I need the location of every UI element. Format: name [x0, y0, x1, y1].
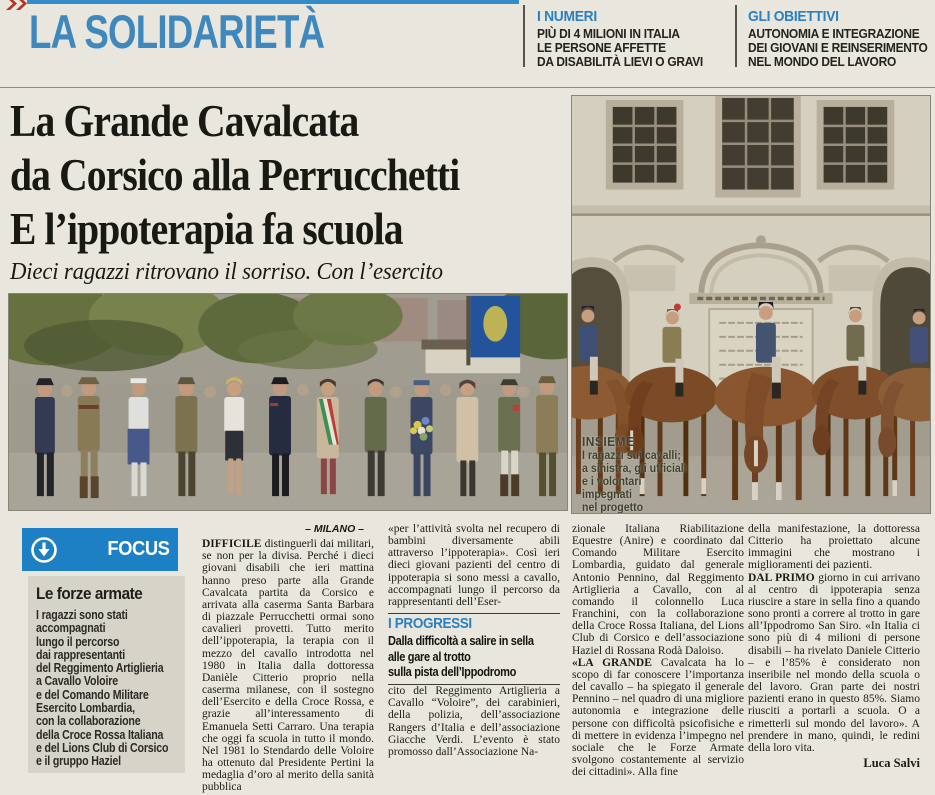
section-title: LA SOLIDARIETÀ [29, 5, 325, 58]
article-paragraph [748, 523, 920, 572]
focus-box-line: dai rappresentanti [36, 647, 126, 662]
paragraph-text: della manifestazione, la dottoressa Citterio ha proiettato alcune immagini che mostrano i miglioramenti dei pazienti. [748, 523, 920, 572]
paragraph-text: «per l’attività svolta nel recupero di bambini diversamente abili attraverso l’ippoterapia». Così ieri dieci giovani pazienti del centro di ippoterapia si sono messi a cavallo, accompagnati lungo il percorso da rappresentanti dell’Eser- [388, 523, 560, 608]
article-column-4 [748, 523, 920, 769]
photo-caption-line: I ragazzi sui cavalli; [582, 450, 681, 462]
progress-callout [388, 613, 560, 685]
byline: Luca Salvi [863, 755, 920, 770]
arrow-down-circle-icon [29, 535, 59, 565]
group-photo-illustration [9, 294, 567, 510]
photo-caption-line: nel progetto [582, 502, 644, 514]
kicker-objectives-label: GLI OBIETTIVI [748, 8, 839, 25]
paragraph-text: Cavalcata ha lo scopo di far conoscere l’importanza del cavallo – ha spiegato il generale Pennino – nel quadro di una migliore autonomia e integrazione delle persone con difficoltà psicofisiche e di mettere in evidenza l’impegno nel sociale che le Forze Armate svolgono costantemente al servizio dei cittadini». Alla fine [572, 656, 744, 779]
paragraph-text: cito del Reggimento Artiglieria a Cavallo “Voloire”, dei carabinieri, della polizia, dell’associazione Rangers d’Italia e dell’associazione Giacche Verdi. L’evento è stato promosso dall’Associazione Na- [388, 685, 560, 758]
progress-deck-line: alle gare al trotto [388, 648, 471, 664]
horses-photo [571, 95, 931, 514]
focus-box-line: a Cavallo Voloire [36, 674, 118, 689]
group-photo [8, 293, 568, 511]
kicker-objectives-line: AUTONOMIA E INTEGRAZIONE [748, 26, 920, 41]
kicker-objectives-line: NEL MONDO DEL LAVORO [748, 53, 896, 69]
article-headline [10, 94, 573, 256]
paragraph-text: zionale Italiana Riabilitazione Equestre (Anire) e coordinato dal Comando Militare Esercito Lombardia, guidato dal generale Antonio Pennino, dal Reggimento Artiglieria a Cavallo, con al comando il colonnello Luca Franchini, con la collaborazione della Croce Rossa Italiana, del Lions Club di Corsico e dell’associazione Haziel di Rossana Rodà Daloiso. [572, 523, 744, 657]
focus-box-line: e il gruppo Haziel [36, 754, 121, 769]
paragraph-text: giorno in cui arrivano al centro di ippoterapia senza riuscire a stare in sella fino a quando sono pronti a correre al trotto in gare all’Ippodromo San Siro. «In Italia ci sono più di 4 milioni di persone disabili – ha rivelato Daniele Citterio – e l’85% è considerato non inseribile nel mondo della scuola o del lavoro. Gran parte dei nostri pazienti erano in questo 85%. Siamo riusciti a portarli a scuola. O a rimetterli sul mondo del lavoro». A prendere in mano, quindi, le redini della loro vita. [748, 571, 920, 754]
kicker-objectives [748, 8, 928, 68]
progress-deck-line: sulla pista dell’Ippodromo [388, 663, 517, 679]
progress-deck [388, 633, 560, 685]
kicker-divider [735, 5, 737, 67]
focus-box-line: accompagnati [36, 621, 106, 636]
focus-label: FOCUS [106, 538, 169, 560]
article-column-3 [572, 523, 744, 778]
article-subhead: Dieci ragazzi ritrovano il sorriso. Con l’esercito [10, 259, 443, 285]
kicker-numbers [537, 8, 703, 68]
kicker-objectives-line: DEI GIOVANI E REINSERIMENTO [748, 39, 928, 55]
article-paragraph [202, 538, 374, 793]
headline-line: da Corsico alla Perrucchetti [10, 150, 460, 200]
focus-box-line: e del Lions Club di Corsico [36, 740, 169, 755]
section-corner-mark-icon [5, 0, 29, 10]
photo-caption-title: INSIEME [582, 434, 635, 449]
header-rule [0, 87, 935, 88]
headline-line: La Grande Cavalcata [10, 96, 359, 146]
focus-box-line: I ragazzi sono stati [36, 608, 128, 622]
focus-box-title: Le forze armate [36, 584, 143, 603]
article-column-2 [388, 523, 560, 758]
photo-caption [582, 434, 687, 514]
article-paragraph [388, 523, 560, 608]
focus-box-line: lungo il percorso [36, 634, 120, 649]
focus-box-line: del Reggimento Artiglieria [36, 661, 164, 676]
paragraph-text: distinguerli dai militari, se non per la divisa. Perché i dieci giovani disabili che ieri mattina hanno preso parte alla Grande Cavalcata partita da Corsico e arrivata alla caserma Santa Barbara di piazzale Perrucchetti ormai sono cavalieri provetti. Tutto merito dell’ippoterapia, la terapia con il mezzo del cavallo introdotta nel 1980 in Italia dalla dottoressa Danièle Citterio proprio nella caserma milanese, con il sostegno dell’Esercito e della Croce Rossa, e grazie all’interessamento di Emanuela Setti Carraro. Una terapia che oggi fa scuola in tutto il mondo. Nel 1981 lo Stendardo delle Voloire ha ottenuto dal Presidente Pertini la medaglia d’oro al merito della sanità pubblica [202, 538, 374, 794]
progress-deck-line: Dalla difficoltà a salire in sella [388, 633, 534, 649]
focus-box-line: con la collaborazione [36, 714, 141, 729]
focus-box [28, 576, 185, 773]
article-paragraph [572, 657, 744, 779]
focus-header-bar [22, 528, 178, 571]
kicker-divider [523, 5, 525, 67]
kicker-numbers-label: I NUMERI [537, 8, 597, 25]
photo-caption-line: impegnati [582, 489, 632, 501]
focus-box-line: Esercito Lombardia, [36, 701, 135, 716]
kicker-numbers-line: PIÙ DI 4 MILIONI IN ITALIA [537, 26, 680, 41]
kicker-numbers-line: DA DISABILITÀ LIEVI O GRAVI [537, 53, 703, 69]
dateline: – MILANO – [305, 523, 364, 535]
focus-box-line: e del Comando Militare [36, 687, 149, 702]
photo-caption-line: a sinistra, gli ufficiali [582, 463, 687, 475]
facade-windows [606, 96, 894, 198]
paragraph-lead: DIFFICILE [202, 538, 262, 551]
article-paragraph [572, 523, 744, 657]
focus-box-line: della Croce Rossa Italiana [36, 727, 164, 742]
paragraph-lead: DAL PRIMO [748, 571, 815, 584]
progress-label: I PROGRESSI [388, 615, 472, 633]
headline-line: E l’ippoterapia fa scuola [10, 204, 403, 254]
kicker-numbers-line: LE PERSONE AFFETTE [537, 39, 666, 55]
article-column-1 [202, 523, 374, 793]
article-paragraph [748, 572, 920, 754]
paragraph-lead: «LA GRANDE [572, 656, 652, 669]
photo-caption-line: e i volontari [582, 476, 642, 488]
article-paragraph [388, 685, 560, 758]
